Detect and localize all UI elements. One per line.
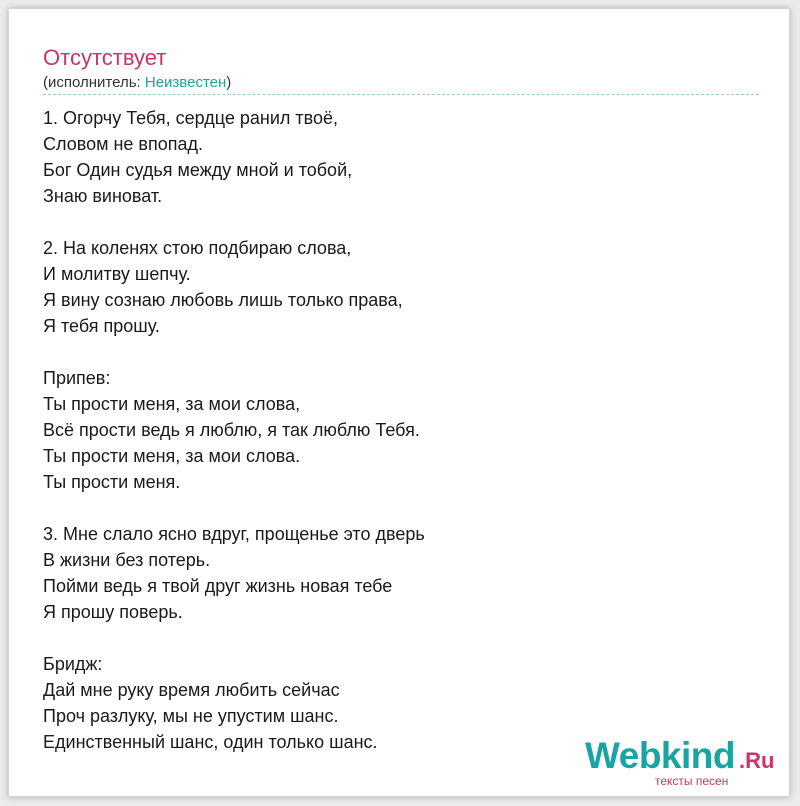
lyric-line: Проч разлуку, мы не упустим шанс.: [43, 706, 339, 726]
lyric-line: Ты прости меня, за мои слова,: [43, 394, 301, 414]
lyric-line: В жизни без потерь.: [43, 550, 211, 570]
lyric-line: Пойми ведь я твой друг жизнь новая тебе: [43, 576, 393, 596]
artist-prefix: (исполнитель:: [43, 74, 145, 91]
logo-domain-suffix: .Ru: [739, 748, 775, 773]
lyric-line: Знаю виноват.: [43, 186, 163, 206]
lyric-line: Бог Один судья между мной и тобой,: [43, 160, 353, 180]
lyric-line: 1. Огорчу Тебя, сердце ранил твоё,: [43, 108, 339, 128]
lyric-line: 3. Мне слало ясно вдруг, прощенье это дверь: [43, 524, 425, 544]
lyric-line: Единственный шанс, один только шанс.: [43, 732, 378, 752]
lyrics-card: [8, 8, 790, 797]
lyrics-body: [43, 105, 743, 781]
artist-suffix: ): [226, 74, 232, 91]
artist-line: [43, 73, 231, 93]
lyric-line: Бридж:: [43, 654, 103, 674]
stanza: [43, 521, 743, 625]
lyric-line: Я прошу поверь.: [43, 602, 183, 622]
lyric-line: Словом не впопад.: [43, 134, 203, 154]
stanza: [43, 105, 743, 209]
logo-wordmark: Webkind: [585, 735, 735, 776]
lyric-line: Дай мне руку время любить сейчас: [43, 680, 340, 700]
site-logo[interactable]: [585, 734, 785, 794]
song-title: Отсутствует: [43, 45, 167, 70]
stanza-chorus: [43, 365, 743, 495]
artist-link[interactable]: Неизвестен: [144, 74, 227, 91]
lyric-line: Ты прости меня.: [43, 472, 181, 492]
lyric-line: 2. На коленях стою подбираю слова,: [43, 238, 352, 258]
logo-tagline: тексты песен: [655, 774, 729, 788]
title-divider: [43, 94, 759, 95]
lyric-line: Я вину сознаю любовь лишь только права,: [43, 290, 403, 310]
lyric-line: Всё прости ведь я люблю, я так люблю Тебя.: [43, 420, 420, 440]
lyric-line: Я тебя прошу.: [43, 316, 160, 336]
lyric-line: И молитву шепчу.: [43, 264, 191, 284]
stanza: [43, 235, 743, 339]
lyric-line: Ты прости меня, за мои слова.: [43, 446, 301, 466]
lyric-line: Припев:: [43, 368, 111, 388]
